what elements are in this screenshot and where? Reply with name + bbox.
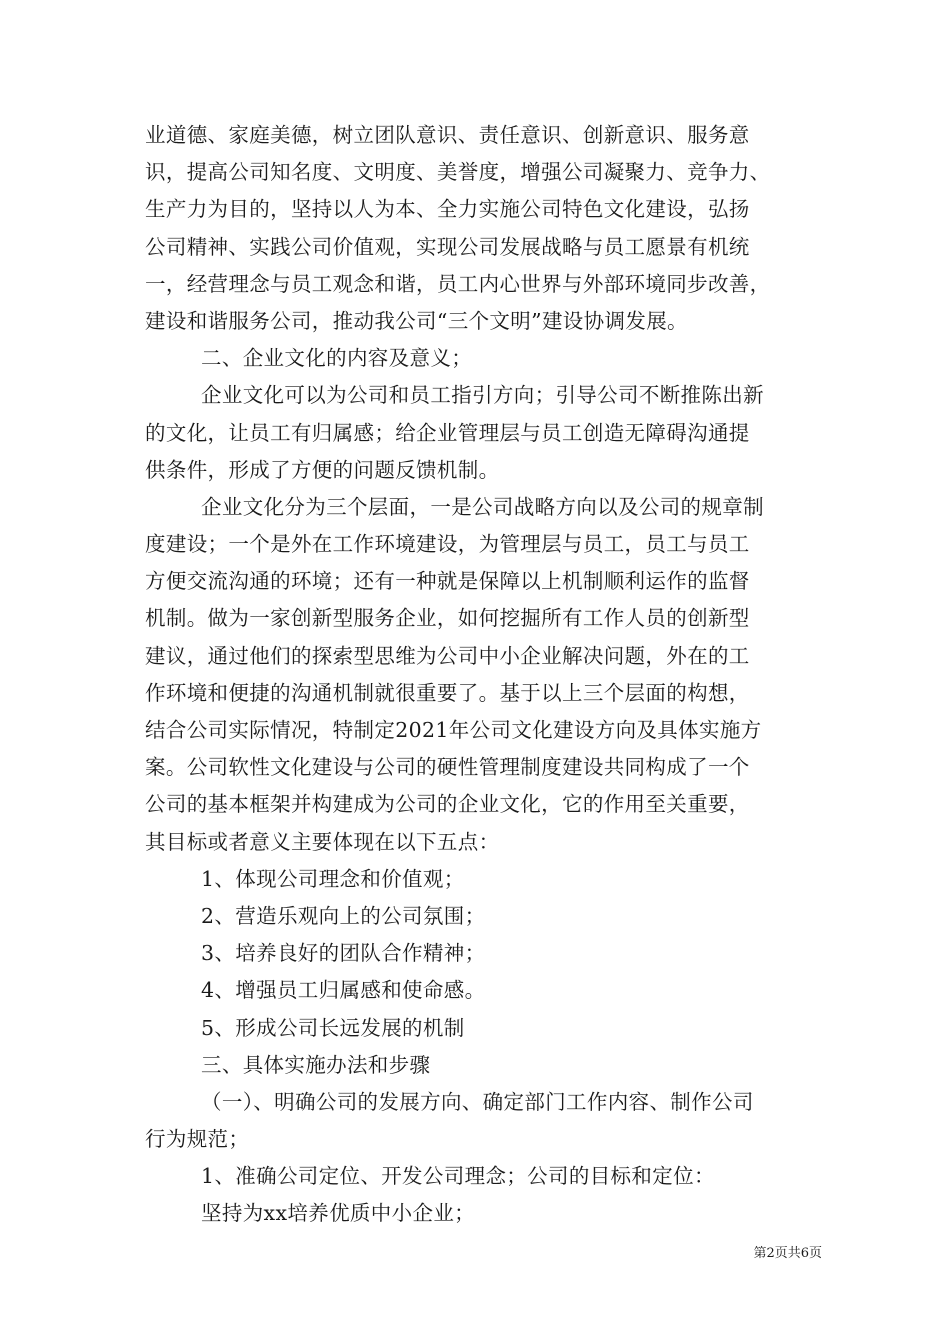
list-item: 5、形成公司长远发展的机制	[201, 1015, 465, 1040]
body-line: 一，经营理念与员工观念和谐，员工内心世界与外部环境同步改善，	[145, 271, 771, 296]
body-line: 机制。做为一家创新型服务企业，如何挖掘所有工作人员的创新型	[145, 606, 750, 631]
body-line: 方便交流沟通的环境；还有一种就是保障以上机制顺利运作的监督	[145, 569, 750, 594]
body-line: 公司精神、实践公司价值观，实现公司发展战略与员工愿景有机统	[145, 234, 750, 259]
page-number: 第2页共6页	[753, 1246, 822, 1261]
body-line: 供条件，形成了方便的问题反馈机制。	[145, 457, 500, 482]
body-line: 建议，通过他们的探索型思维为公司中小企业解决问题，外在的工	[145, 643, 750, 668]
body-line: 的文化，让员工有归属感；给企业管理层与员工创造无障碍沟通提	[145, 420, 750, 445]
body-line: 结合公司实际情况，特制定2021年公司文化建设方向及具体实施方	[145, 718, 762, 742]
subsection-heading: （一）、明确公司的发展方向、确定部门工作内容、制作公司	[201, 1089, 754, 1114]
body-line: 坚持为xx培养优质中小企业；	[201, 1201, 476, 1226]
body-line: 案。公司软性文化建设与公司的硬性管理制度建设共同构成了一个	[145, 755, 750, 780]
body-line: 作环境和便捷的沟通机制就很重要了。基于以上三个层面的构想，	[145, 680, 750, 705]
list-item: 2、营造乐观向上的公司氛围；	[201, 903, 486, 928]
list-item: 3、培养良好的团队合作精神；	[201, 941, 486, 966]
body-line: 业道德、家庭美德，树立团队意识、责任意识、创新意识、服务意	[145, 123, 750, 147]
document-body	[145, 117, 820, 1233]
list-item: 4、增强员工归属感和使命感。	[201, 978, 486, 1003]
list-item: 1、体现公司理念和价值观；	[201, 866, 465, 891]
list-item: 1、准确公司定位、开发公司理念；公司的目标和定位：	[201, 1164, 715, 1189]
body-line: 其目标或者意义主要体现在以下五点：	[145, 829, 500, 854]
section-heading: 二、企业文化的内容及意义；	[201, 346, 473, 371]
body-line: 企业文化分为三个层面，一是公司战略方向以及公司的规章制	[201, 494, 764, 519]
body-line: 建设和谐服务公司，推动我公司“三个文明”建设协调发展。	[145, 308, 688, 333]
body-line: 生产力为目的，坚持以人为本、全力实施公司特色文化建设，弘扬	[145, 197, 750, 222]
body-line: 企业文化可以为公司和员工指引方向；引导公司不断推陈出新	[201, 383, 764, 408]
body-line: 度建设；一个是外在工作环境建设，为管理层与员工，员工与员工	[145, 532, 750, 557]
body-line: 识，提高公司知名度、文明度、美誉度，增强公司凝聚力、竞争力、	[145, 160, 771, 185]
body-line: 行为规范；	[145, 1127, 250, 1152]
body-line: 公司的基本框架并构建成为公司的企业文化，它的作用至关重要，	[145, 792, 750, 817]
section-heading: 三、具体实施办法和步骤	[201, 1052, 431, 1077]
